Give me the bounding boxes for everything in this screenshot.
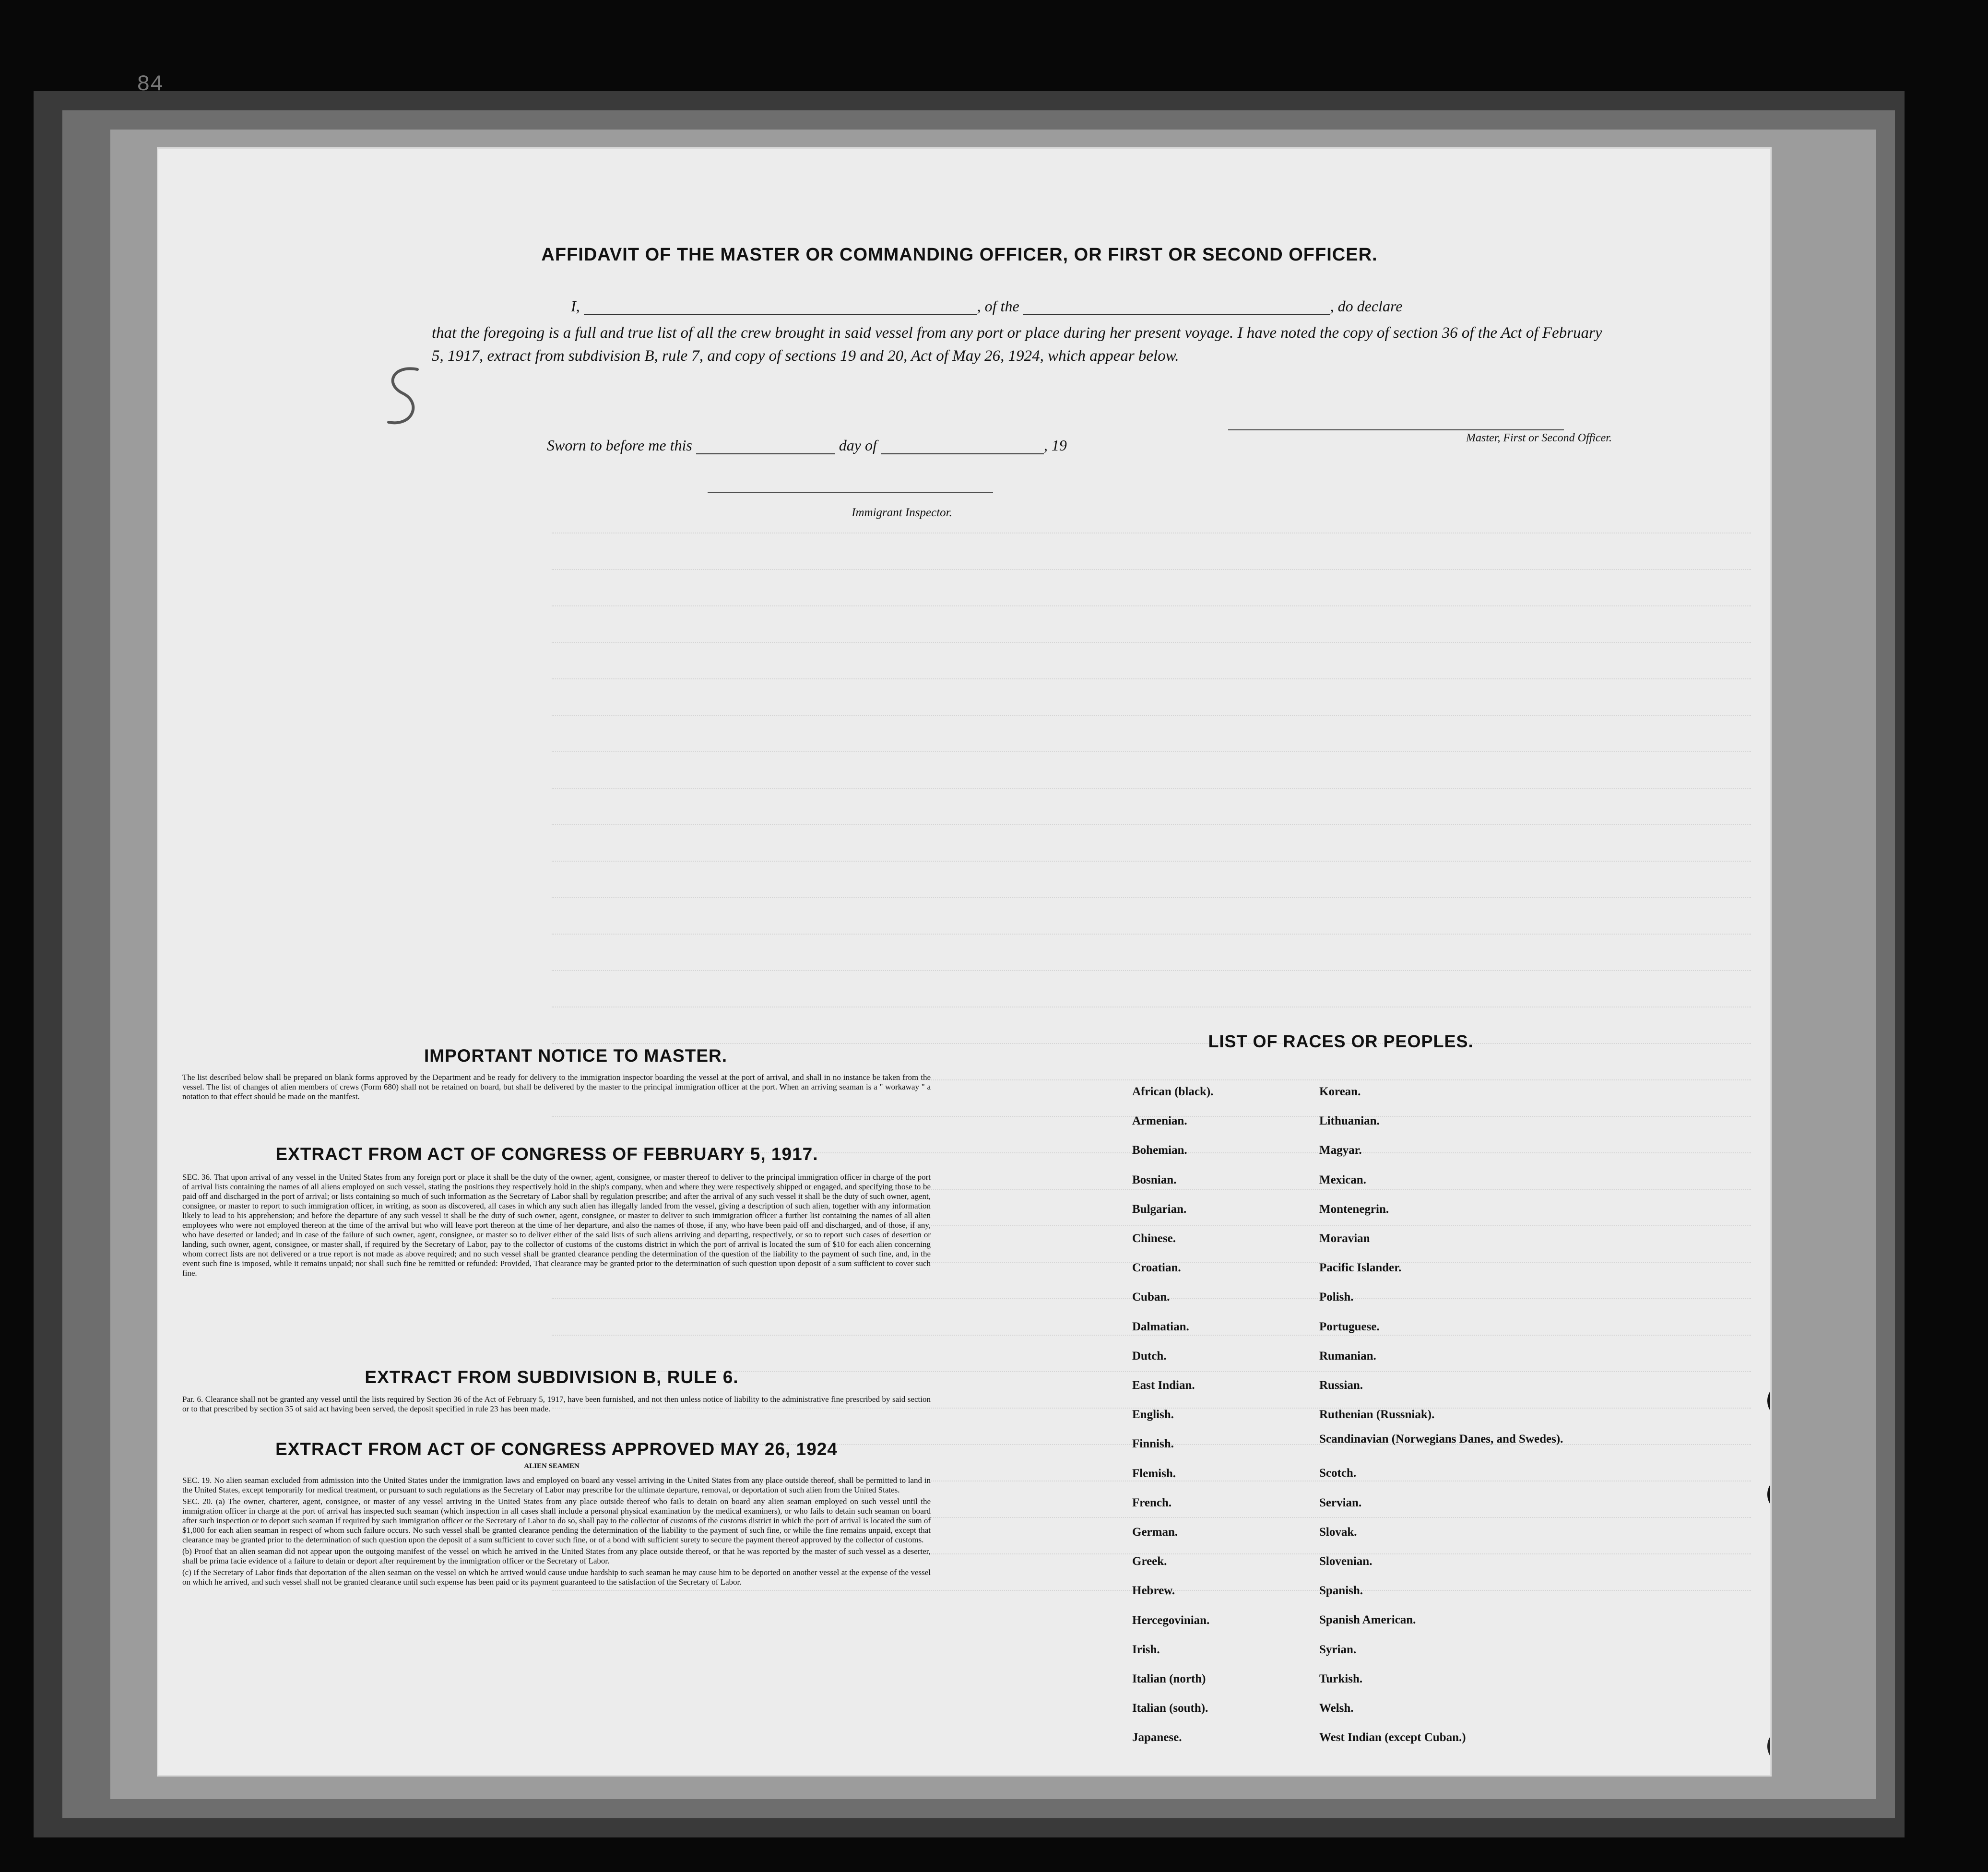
notice-text: The list described below shall be prepared on blank forms approved by the Department and be ready for delivery to the immigration inspector boarding the vessel at the port of arrival, and shall in no instance be taken from the vessel. The list of changes of alien members of crews (Form 680) shall not be retained on board, but shall be delivered by the master to the principal immigration officer at the port. When an arriving seaman is a " workaway " a notation to that effect should be made on the manifest. [182, 1073, 931, 1101]
alien-seamen-subtitle: ALIEN SEAMEN [524, 1462, 580, 1470]
race-item: Finnish. [1132, 1437, 1174, 1451]
race-item: Dalmatian. [1132, 1320, 1189, 1333]
race-item: Dutch. [1132, 1349, 1167, 1363]
race-item: Moravian [1319, 1232, 1370, 1245]
race-item: Polish. [1319, 1291, 1354, 1304]
rule-6-text: Par. 6. Clearance shall not be granted any vessel until the lists required by Section 36 of the Act of February 5, 1917, have been furnished, and not then unless notice of liability to the administrative fine prescribed by said section or to that prescribed by section 35 of said act having been served, the deposit specified in rule 23 has been made. [182, 1395, 931, 1413]
races-left-column [1132, 1077, 1305, 1753]
race-item: Bulgarian. [1132, 1202, 1187, 1216]
race-item: Italian (north) [1132, 1672, 1206, 1686]
declaration-line [571, 297, 1612, 315]
ghost-row [552, 897, 1751, 911]
day-of-label: day of [839, 437, 877, 454]
punch-hole [1767, 1732, 1770, 1761]
race-item: Cuban. [1132, 1291, 1170, 1304]
act-1924-paragraph: SEC. 19. No alien seaman excluded from admission into the United States under the immigration laws and employed on board any vessel arriving in the United States from any place outside thereof, shall be permitted to land in the United States, except temporarily for medical treatment, or pursuant to such regulations as the Secretary of Labor may prescribe for the ultimate departure, removal, or deportation of such alien from the United States. [182, 1476, 931, 1494]
act-1924-title: EXTRACT FROM ACT OF CONGRESS APPROVED MAY 26, 1924 [275, 1439, 838, 1459]
rule-6-title: EXTRACT FROM SUBDIVISION B, RULE 6. [365, 1367, 739, 1387]
sworn-label: Sworn to before me this [547, 437, 692, 454]
master-signature-label: Master, First or Second Officer. [1466, 432, 1612, 444]
race-item: Japanese. [1132, 1731, 1182, 1744]
races-title: LIST OF RACES OR PEOPLES. [1208, 1031, 1474, 1051]
race-item: Syrian. [1319, 1643, 1357, 1656]
race-item: Rumanian. [1319, 1349, 1376, 1363]
punch-hole [1767, 1386, 1770, 1415]
act-1924-paragraph: (b) Proof that an alien seaman did not appear upon the outgoing manifest of the vessel on which he arrived in the United States from any place outside thereof, or that he was reported by the master of such vessel as a deserter, shall be prima facie evidence of a failure to detain or deport after requirement by the immigration officer or the Secretary of Labor. [182, 1547, 931, 1565]
race-item: Bohemian. [1132, 1144, 1187, 1157]
race-item: Servian. [1319, 1496, 1362, 1509]
affidavit-title: AFFIDAVIT OF THE MASTER OR COMMANDING OFFICER, OR FIRST OR SECOND OFFICER. [541, 245, 1378, 265]
sworn-line [547, 437, 1266, 454]
ghost-row [552, 751, 1751, 765]
handwritten-margin-mark [365, 360, 441, 437]
year-label: , 19 [1043, 437, 1067, 454]
race-item: Lithuanian. [1319, 1114, 1380, 1128]
manifest-page [158, 149, 1770, 1775]
race-item: German. [1132, 1526, 1178, 1539]
ghost-row [552, 569, 1751, 582]
race-item: English. [1132, 1408, 1174, 1422]
races-right-column [1319, 1077, 1569, 1752]
race-item: West Indian (except Cuban.) [1319, 1731, 1466, 1744]
race-item: Pacific Islander. [1319, 1261, 1402, 1275]
race-item: Italian (south). [1132, 1702, 1208, 1715]
ghost-row [552, 715, 1751, 728]
race-item: Portuguese. [1319, 1320, 1380, 1333]
act-1924-paragraph: SEC. 20. (a) The owner, charterer, agent, consignee, or master of any vessel arriving in the United States from any place outside thereof who fails to detain on board any alien seaman employed on such vessel until the immigration officer in charge at the port of arrival has inspected such seaman (which inspection in all cases shall include a personal physical examination by the medical examiners), or who fails to detain such seaman on board after such inspection or to deport such seaman if required by such immigration officer or the Secretary of Labor to do so, shall pay to the collector of customs of the customs district in which the port of arrival is located the sum of $1,000 for each alien seaman in respect of whom such failure occurs. No such vessel shall be granted clearance pending the determination of the liability to the payment of such fine, or while the fine remains unpaid, except that clearance may be granted prior to the determination of such question upon the deposit of a sum sufficient to cover such fine, or of a bond with sufficient surety to secure the payment thereof approved by the collector of customs. [182, 1497, 931, 1544]
punch-hole [1767, 1480, 1770, 1509]
inspector-signature-line[interactable] [708, 492, 993, 493]
vessel-name-blank[interactable] [1023, 314, 1330, 315]
race-item: Greek. [1132, 1555, 1167, 1568]
ghost-row [552, 861, 1751, 874]
race-item: Armenian. [1132, 1114, 1187, 1128]
race-item: Spanish. [1319, 1584, 1363, 1598]
race-item: Slovenian. [1319, 1555, 1373, 1568]
race-item: Scotch. [1319, 1467, 1357, 1480]
race-item: Bosnian. [1132, 1173, 1177, 1186]
affidavit-body: that the foregoing is a full and true list of all the crew brought in said vessel from any port or place during her present voyage. I have noted the copy of section 36 of the Act of February 5, 1917, extract from subdivision B, rule 7, and copy of sections 19 and 20, Act of May 26, 1924, which appear below. [432, 324, 1602, 365]
declarant-name-blank[interactable] [584, 314, 977, 315]
do-declare-label: , do declare [1330, 297, 1403, 315]
ghost-row [552, 533, 1751, 546]
ghost-row [552, 824, 1751, 838]
ghost-row [552, 788, 1751, 801]
race-item: Hercegovinian. [1132, 1613, 1210, 1627]
ghost-row [552, 970, 1751, 983]
act-1917-text: SEC. 36. That upon arrival of any vessel in the United States from any foreign port or place it shall be the duty of the owner, agent, consignee, or master thereof to deliver to the principal immigration officer in charge of the port of arrival lists containing the names of all aliens employed on such vessel, stating the positions they respectively hold in the ship's company, when and where they were respectively shipped or engaged, and specifying those to be paid off and discharged in the port of arrival; or lists containing so much of such information as the Secretary of Labor shall by regulation prescribe; and after the arrival of any such vessel it shall be the duty of such owner, agent, consignee, or master to report to such immigration officer, in writing, as soon as discovered, all cases in which any such alien has illegally landed from the vessel, giving a description of such alien, together with any information likely to lead to his apprehension; and before the departure of any such vessel it shall be the duty of such owner, agent, consignee, or master to deliver to such immigration officer a further list containing the names of all alien employees who were not employed thereon at the time of the arrival but who will leave port thereon at the time of her departure, and also the names of those, if any, who have been paid off and discharged, and of those, if any, who have deserted or landed; and in case of the failure of such owner, agent, consignee, or master so to deliver either of the said lists of such aliens arriving and departing, respectively, or so to report such cases of desertion or landing, such owner, agent, consignee, or master shall, if required by the Secretary of Labor, pay to the collector of customs of the customs district in which the port of arrival is located the sum of $10 for each alien concerning whom correct lists are not delivered or a true report is not made as above required; and no such vessel shall be granted clearance pending the determination of the question of the liability to the payment of such fine, and, in the event such fine is imposed, while it remains unpaid; nor shall such fine be remitted or refunded: Provided, That clearance may be granted prior to the determination of such question upon deposit of a sum sufficient to cover such fine. [182, 1173, 931, 1278]
ghost-row [552, 1007, 1751, 1020]
race-item: Slovak. [1319, 1525, 1357, 1539]
race-item: Welsh. [1319, 1702, 1354, 1715]
race-item: Korean. [1319, 1085, 1361, 1098]
race-item: French. [1132, 1496, 1172, 1509]
act-1917-title: EXTRACT FROM ACT OF CONGRESS OF FEBRUARY 5, 1917. [275, 1144, 818, 1164]
ghost-row [552, 678, 1751, 692]
of-the-label: , of the [977, 297, 1019, 315]
race-item: Ruthenian (Russniak). [1319, 1408, 1435, 1422]
race-item: Irish. [1132, 1643, 1160, 1656]
ghost-row [552, 934, 1751, 947]
sworn-month-blank[interactable] [881, 453, 1044, 454]
race-item: Croatian. [1132, 1261, 1181, 1275]
race-item: Spanish American. [1319, 1613, 1416, 1627]
race-item: Turkish. [1319, 1672, 1363, 1685]
notice-title: IMPORTANT NOTICE TO MASTER. [424, 1046, 727, 1066]
race-item: East Indian. [1132, 1379, 1195, 1392]
race-item: Flemish. [1132, 1467, 1176, 1480]
act-1924-text [182, 1474, 931, 1589]
race-item: Mexican. [1319, 1173, 1366, 1186]
race-item: Montenegrin. [1319, 1202, 1389, 1216]
declarant-prefix: I, [571, 297, 580, 315]
ghost-row [552, 605, 1751, 619]
race-item: African (black). [1132, 1085, 1214, 1098]
race-item: Scandinavian (Norwegians Danes, and Swedes). [1319, 1433, 1563, 1446]
act-1924-paragraph: (c) If the Secretary of Labor finds that deportation of the alien seaman on the vessel on which he arrived would cause undue hardship to such seaman he may cause him to be deported on another vessel at the expense of the vessel on which he arrived, and such vessel shall not be granted clearance until such expense has been paid or its payment guaranteed to the satisfaction of the Secretary of Labor. [182, 1568, 931, 1587]
inspector-label: Immigrant Inspector. [852, 506, 952, 519]
race-item: Magyar. [1319, 1144, 1362, 1157]
race-item: Chinese. [1132, 1232, 1176, 1245]
ghost-row [552, 642, 1751, 655]
master-signature-line[interactable] [1228, 429, 1564, 430]
race-item: Hebrew. [1132, 1584, 1175, 1598]
sworn-day-blank[interactable] [696, 453, 835, 454]
page-number: 84 [137, 72, 164, 97]
race-item: Russian. [1319, 1379, 1363, 1392]
